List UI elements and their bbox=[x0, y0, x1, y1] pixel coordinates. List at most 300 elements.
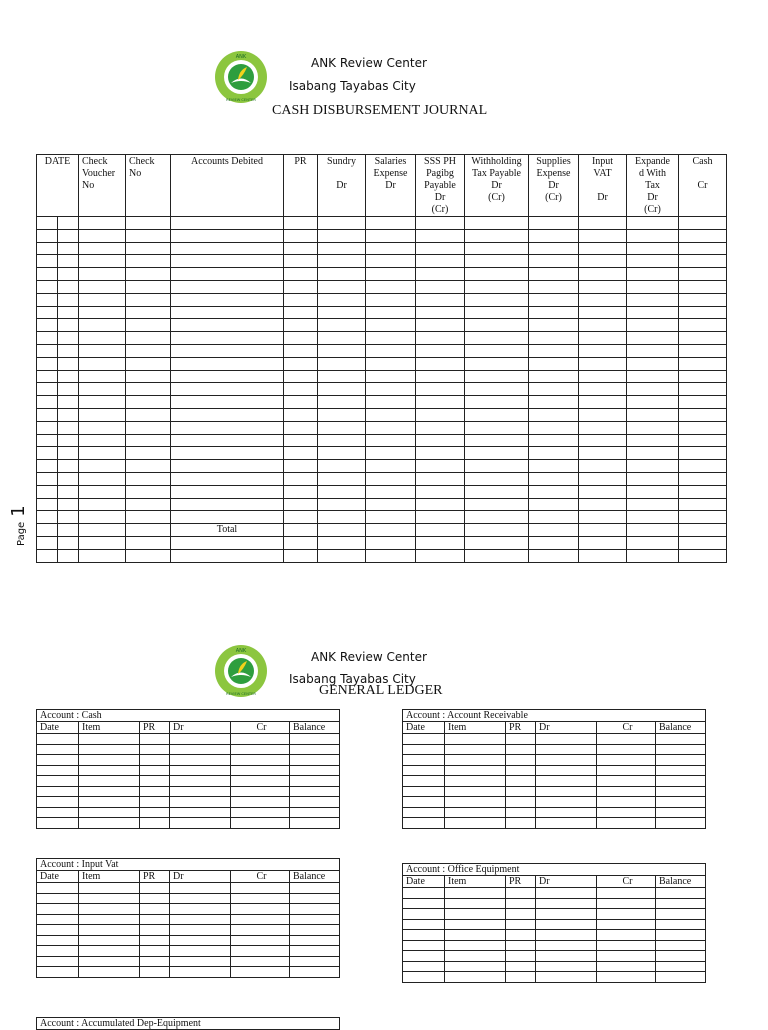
table-cell bbox=[318, 344, 366, 357]
table-cell bbox=[37, 549, 58, 562]
table-cell bbox=[231, 946, 290, 957]
column-header-line: Dr bbox=[385, 180, 396, 191]
table-cell bbox=[290, 883, 340, 894]
table-cell bbox=[366, 268, 416, 281]
table-cell bbox=[171, 408, 284, 421]
table-cell bbox=[416, 396, 465, 409]
column-header-line: Voucher bbox=[82, 168, 116, 179]
table-cell bbox=[231, 776, 290, 787]
table-cell bbox=[290, 797, 340, 808]
table-cell bbox=[416, 434, 465, 447]
table-cell bbox=[318, 383, 366, 396]
table-cell bbox=[79, 217, 126, 230]
table-row bbox=[37, 776, 340, 787]
table-cell bbox=[529, 268, 579, 281]
table-cell bbox=[37, 755, 79, 766]
table-row bbox=[37, 396, 727, 409]
table-cell bbox=[679, 421, 727, 434]
table-cell bbox=[37, 472, 58, 485]
table-cell bbox=[627, 549, 679, 562]
table-cell bbox=[366, 306, 416, 319]
table-cell bbox=[126, 485, 171, 498]
table-row bbox=[403, 786, 706, 797]
table-cell bbox=[318, 549, 366, 562]
table-cell bbox=[627, 306, 679, 319]
table-cell bbox=[366, 383, 416, 396]
table-row bbox=[403, 930, 706, 941]
table-cell bbox=[126, 511, 171, 524]
table-cell bbox=[79, 447, 126, 460]
table-cell bbox=[290, 904, 340, 915]
table-cell bbox=[679, 255, 727, 268]
total-label: Total bbox=[171, 524, 284, 537]
ledger-column-header: Balance bbox=[290, 871, 340, 883]
table-cell bbox=[679, 293, 727, 306]
table-row bbox=[37, 293, 727, 306]
svg-text:ANK: ANK bbox=[235, 54, 247, 60]
table-cell bbox=[465, 511, 529, 524]
table-cell bbox=[627, 447, 679, 460]
table-cell bbox=[465, 268, 529, 281]
column-header bbox=[284, 155, 318, 217]
table-cell bbox=[58, 370, 79, 383]
table-cell bbox=[284, 524, 318, 537]
page-number bbox=[8, 505, 29, 546]
column-header bbox=[79, 155, 126, 217]
table-cell bbox=[170, 883, 231, 894]
table-cell bbox=[465, 383, 529, 396]
table-cell bbox=[37, 306, 58, 319]
table-cell bbox=[37, 229, 58, 242]
table-cell bbox=[284, 357, 318, 370]
table-row bbox=[403, 961, 706, 972]
table-cell bbox=[679, 280, 727, 293]
table-cell bbox=[465, 434, 529, 447]
table-cell bbox=[465, 408, 529, 421]
table-cell bbox=[529, 332, 579, 345]
table-cell bbox=[597, 776, 656, 787]
table-cell bbox=[506, 797, 536, 808]
table-cell bbox=[597, 818, 656, 829]
table-cell bbox=[126, 408, 171, 421]
table-cell bbox=[465, 255, 529, 268]
table-cell bbox=[529, 229, 579, 242]
table-cell bbox=[318, 306, 366, 319]
table-cell bbox=[445, 972, 506, 983]
table-cell bbox=[79, 485, 126, 498]
table-cell bbox=[506, 951, 536, 962]
table-cell bbox=[465, 293, 529, 306]
table-cell bbox=[140, 967, 170, 978]
table-cell bbox=[170, 734, 231, 745]
table-cell bbox=[656, 818, 706, 829]
table-cell bbox=[679, 242, 727, 255]
table-cell bbox=[231, 956, 290, 967]
table-cell bbox=[579, 268, 627, 281]
svg-text:ANK: ANK bbox=[235, 648, 247, 654]
table-cell bbox=[679, 306, 727, 319]
table-cell bbox=[656, 755, 706, 766]
table-cell bbox=[231, 744, 290, 755]
table-row bbox=[37, 498, 727, 511]
table-row bbox=[37, 744, 340, 755]
table-cell bbox=[679, 408, 727, 421]
table-cell bbox=[445, 888, 506, 899]
table-cell bbox=[290, 893, 340, 904]
table-cell bbox=[445, 818, 506, 829]
table-cell bbox=[284, 383, 318, 396]
table-cell bbox=[579, 511, 627, 524]
svg-text:REVIEW CENTER: REVIEW CENTER bbox=[226, 692, 256, 696]
column-header-line: Cash bbox=[692, 156, 713, 167]
table-row bbox=[403, 734, 706, 745]
table-cell bbox=[79, 893, 140, 904]
table-cell bbox=[403, 797, 445, 808]
table-cell bbox=[529, 396, 579, 409]
table-cell bbox=[284, 306, 318, 319]
table-cell bbox=[416, 472, 465, 485]
table-cell bbox=[416, 217, 465, 230]
table-cell bbox=[366, 344, 416, 357]
org-location: Isabang Tayabas City bbox=[289, 79, 416, 93]
table-cell bbox=[536, 765, 597, 776]
table-row bbox=[403, 940, 706, 951]
table-cell bbox=[79, 383, 126, 396]
table-cell bbox=[170, 893, 231, 904]
table-cell bbox=[171, 498, 284, 511]
table-cell bbox=[290, 786, 340, 797]
table-cell bbox=[126, 268, 171, 281]
table-cell bbox=[627, 344, 679, 357]
table-cell bbox=[58, 536, 79, 549]
ledger-title: GENERAL LEDGER bbox=[319, 683, 443, 698]
table-cell bbox=[231, 914, 290, 925]
table-cell bbox=[656, 888, 706, 899]
table-cell bbox=[597, 898, 656, 909]
table-row bbox=[403, 898, 706, 909]
ledger-column-header: Balance bbox=[656, 722, 706, 734]
table-cell bbox=[506, 909, 536, 920]
table-cell bbox=[284, 319, 318, 332]
table-cell bbox=[465, 549, 529, 562]
table-cell bbox=[170, 914, 231, 925]
table-cell bbox=[126, 434, 171, 447]
table-row bbox=[403, 776, 706, 787]
table-cell bbox=[366, 524, 416, 537]
column-header-line: No bbox=[82, 180, 95, 191]
table-cell bbox=[597, 919, 656, 930]
table-cell bbox=[536, 744, 597, 755]
column-header bbox=[627, 155, 679, 217]
table-cell bbox=[597, 951, 656, 962]
column-header-line: Expense bbox=[373, 168, 408, 179]
table-cell bbox=[284, 460, 318, 473]
table-cell bbox=[465, 498, 529, 511]
table-cell bbox=[37, 765, 79, 776]
table-row bbox=[37, 460, 727, 473]
table-cell bbox=[366, 536, 416, 549]
table-cell bbox=[37, 242, 58, 255]
table-cell bbox=[126, 460, 171, 473]
table-cell bbox=[37, 967, 79, 978]
table-cell bbox=[171, 344, 284, 357]
table-cell bbox=[79, 229, 126, 242]
table-cell bbox=[140, 904, 170, 915]
table-cell bbox=[627, 421, 679, 434]
table-cell bbox=[366, 498, 416, 511]
table-cell bbox=[597, 930, 656, 941]
table-cell bbox=[79, 293, 126, 306]
ledger-column-header: Cr bbox=[597, 876, 656, 888]
table-cell bbox=[366, 255, 416, 268]
table-cell bbox=[140, 883, 170, 894]
ledger-column-header: Dr bbox=[536, 722, 597, 734]
table-cell bbox=[579, 255, 627, 268]
column-header bbox=[318, 155, 366, 217]
table-cell bbox=[679, 549, 727, 562]
table-cell bbox=[445, 744, 506, 755]
ledger-input-vat bbox=[36, 858, 340, 978]
table-cell bbox=[366, 396, 416, 409]
journal-title: CASH DISBURSEMENT JOURNAL bbox=[272, 103, 488, 118]
table-cell bbox=[465, 396, 529, 409]
table-cell bbox=[403, 930, 445, 941]
table-cell bbox=[627, 280, 679, 293]
table-cell bbox=[290, 967, 340, 978]
table-cell bbox=[579, 383, 627, 396]
table-cell bbox=[126, 370, 171, 383]
table-cell bbox=[506, 961, 536, 972]
table-cell bbox=[679, 447, 727, 460]
table-cell bbox=[58, 498, 79, 511]
table-cell bbox=[627, 524, 679, 537]
table-cell bbox=[37, 332, 58, 345]
column-header-line bbox=[318, 168, 365, 180]
table-cell bbox=[656, 898, 706, 909]
table-cell bbox=[529, 485, 579, 498]
table-cell bbox=[536, 919, 597, 930]
column-header-line: Sundry bbox=[327, 156, 356, 167]
table-cell bbox=[231, 797, 290, 808]
table-cell bbox=[366, 408, 416, 421]
table-cell bbox=[679, 344, 727, 357]
column-header-line: Dr bbox=[434, 192, 446, 203]
table-cell bbox=[37, 797, 79, 808]
table-cell bbox=[231, 818, 290, 829]
table-cell bbox=[79, 935, 140, 946]
table-cell bbox=[506, 807, 536, 818]
table-cell bbox=[536, 909, 597, 920]
table-cell bbox=[79, 434, 126, 447]
table-row bbox=[37, 925, 340, 936]
table-cell bbox=[536, 786, 597, 797]
table-cell bbox=[445, 919, 506, 930]
table-cell bbox=[140, 956, 170, 967]
table-cell bbox=[170, 797, 231, 808]
table-cell bbox=[656, 961, 706, 972]
table-cell bbox=[679, 485, 727, 498]
column-header bbox=[171, 155, 284, 217]
table-row bbox=[37, 217, 727, 230]
table-cell bbox=[445, 898, 506, 909]
table-cell bbox=[290, 946, 340, 957]
table-cell bbox=[318, 447, 366, 460]
table-cell bbox=[170, 765, 231, 776]
ledger-column-header: Cr bbox=[597, 722, 656, 734]
table-cell bbox=[627, 408, 679, 421]
table-cell bbox=[529, 549, 579, 562]
table-cell bbox=[37, 268, 58, 281]
table-cell bbox=[79, 786, 140, 797]
table-cell bbox=[284, 229, 318, 242]
column-header bbox=[579, 155, 627, 217]
table-cell bbox=[366, 460, 416, 473]
table-cell bbox=[445, 909, 506, 920]
table-row bbox=[37, 914, 340, 925]
table-cell bbox=[536, 961, 597, 972]
table-cell bbox=[37, 217, 58, 230]
account-name: Account : Cash bbox=[37, 710, 340, 722]
table-cell bbox=[506, 940, 536, 951]
table-cell bbox=[627, 293, 679, 306]
table-cell bbox=[79, 421, 126, 434]
table-cell bbox=[37, 893, 79, 904]
table-cell bbox=[579, 536, 627, 549]
table-cell bbox=[529, 370, 579, 383]
table-cell bbox=[126, 280, 171, 293]
table-cell bbox=[403, 888, 445, 899]
table-cell bbox=[506, 786, 536, 797]
table-cell bbox=[627, 498, 679, 511]
table-cell bbox=[170, 755, 231, 766]
ledger-column-header: Item bbox=[445, 876, 506, 888]
table-cell bbox=[366, 229, 416, 242]
table-cell bbox=[579, 447, 627, 460]
table-cell bbox=[679, 524, 727, 537]
table-cell bbox=[79, 524, 126, 537]
table-cell bbox=[416, 280, 465, 293]
table-cell bbox=[126, 344, 171, 357]
table-row bbox=[403, 919, 706, 930]
table-cell bbox=[171, 549, 284, 562]
table-cell bbox=[679, 498, 727, 511]
table-cell bbox=[465, 421, 529, 434]
column-header-line: Dr bbox=[647, 192, 658, 203]
table-cell bbox=[536, 972, 597, 983]
column-header-line: Expande bbox=[635, 156, 670, 167]
table-cell bbox=[37, 786, 79, 797]
table-cell bbox=[140, 935, 170, 946]
table-cell bbox=[656, 776, 706, 787]
table-cell bbox=[627, 460, 679, 473]
table-row bbox=[37, 904, 340, 915]
table-cell bbox=[126, 472, 171, 485]
column-header-line: (Cr) bbox=[431, 204, 449, 215]
table-cell bbox=[140, 914, 170, 925]
table-cell bbox=[465, 357, 529, 370]
table-cell bbox=[579, 472, 627, 485]
table-cell bbox=[579, 408, 627, 421]
table-cell bbox=[416, 242, 465, 255]
table-cell bbox=[79, 242, 126, 255]
column-header bbox=[416, 155, 465, 217]
table-cell bbox=[318, 332, 366, 345]
table-cell bbox=[37, 383, 58, 396]
table-cell bbox=[529, 447, 579, 460]
table-cell bbox=[171, 396, 284, 409]
table-cell bbox=[171, 280, 284, 293]
table-cell bbox=[171, 217, 284, 230]
table-cell bbox=[58, 549, 79, 562]
table-cell bbox=[465, 536, 529, 549]
table-cell bbox=[529, 434, 579, 447]
table-cell bbox=[290, 765, 340, 776]
table-cell bbox=[171, 472, 284, 485]
table-cell bbox=[171, 447, 284, 460]
table-cell bbox=[126, 536, 171, 549]
table-cell bbox=[403, 744, 445, 755]
table-row bbox=[37, 485, 727, 498]
table-cell bbox=[126, 332, 171, 345]
table-cell bbox=[126, 421, 171, 434]
table-cell bbox=[284, 280, 318, 293]
table-cell bbox=[318, 434, 366, 447]
table-cell bbox=[58, 306, 79, 319]
column-header-line: Salaries bbox=[374, 156, 407, 167]
table-cell bbox=[465, 332, 529, 345]
column-header-line: Accounts Debited bbox=[191, 156, 263, 167]
table-cell bbox=[597, 786, 656, 797]
table-row bbox=[37, 434, 727, 447]
table-cell bbox=[140, 925, 170, 936]
table-row bbox=[403, 909, 706, 920]
table-cell bbox=[579, 344, 627, 357]
table-cell bbox=[170, 818, 231, 829]
column-header bbox=[465, 155, 529, 217]
table-cell bbox=[529, 421, 579, 434]
column-header-line: Check bbox=[82, 156, 108, 167]
table-cell bbox=[58, 344, 79, 357]
table-cell bbox=[318, 536, 366, 549]
table-cell bbox=[627, 434, 679, 447]
table-cell bbox=[37, 883, 79, 894]
table-row bbox=[37, 786, 340, 797]
table-cell bbox=[627, 242, 679, 255]
table-cell bbox=[79, 306, 126, 319]
table-cell bbox=[579, 332, 627, 345]
table-cell bbox=[79, 776, 140, 787]
table-cell bbox=[679, 268, 727, 281]
table-cell bbox=[79, 536, 126, 549]
table-cell bbox=[403, 807, 445, 818]
table-cell bbox=[579, 460, 627, 473]
table-cell bbox=[403, 818, 445, 829]
table-cell bbox=[318, 319, 366, 332]
table-cell bbox=[656, 940, 706, 951]
table-cell bbox=[171, 319, 284, 332]
table-cell bbox=[170, 776, 231, 787]
table-cell bbox=[171, 434, 284, 447]
table-cell bbox=[126, 549, 171, 562]
table-cell bbox=[679, 229, 727, 242]
table-cell bbox=[366, 447, 416, 460]
table-cell bbox=[656, 951, 706, 962]
column-header-line: Supplies bbox=[536, 156, 571, 167]
column-header-line: Dr bbox=[491, 180, 502, 191]
table-cell bbox=[290, 734, 340, 745]
table-cell bbox=[290, 914, 340, 925]
table-cell bbox=[231, 893, 290, 904]
